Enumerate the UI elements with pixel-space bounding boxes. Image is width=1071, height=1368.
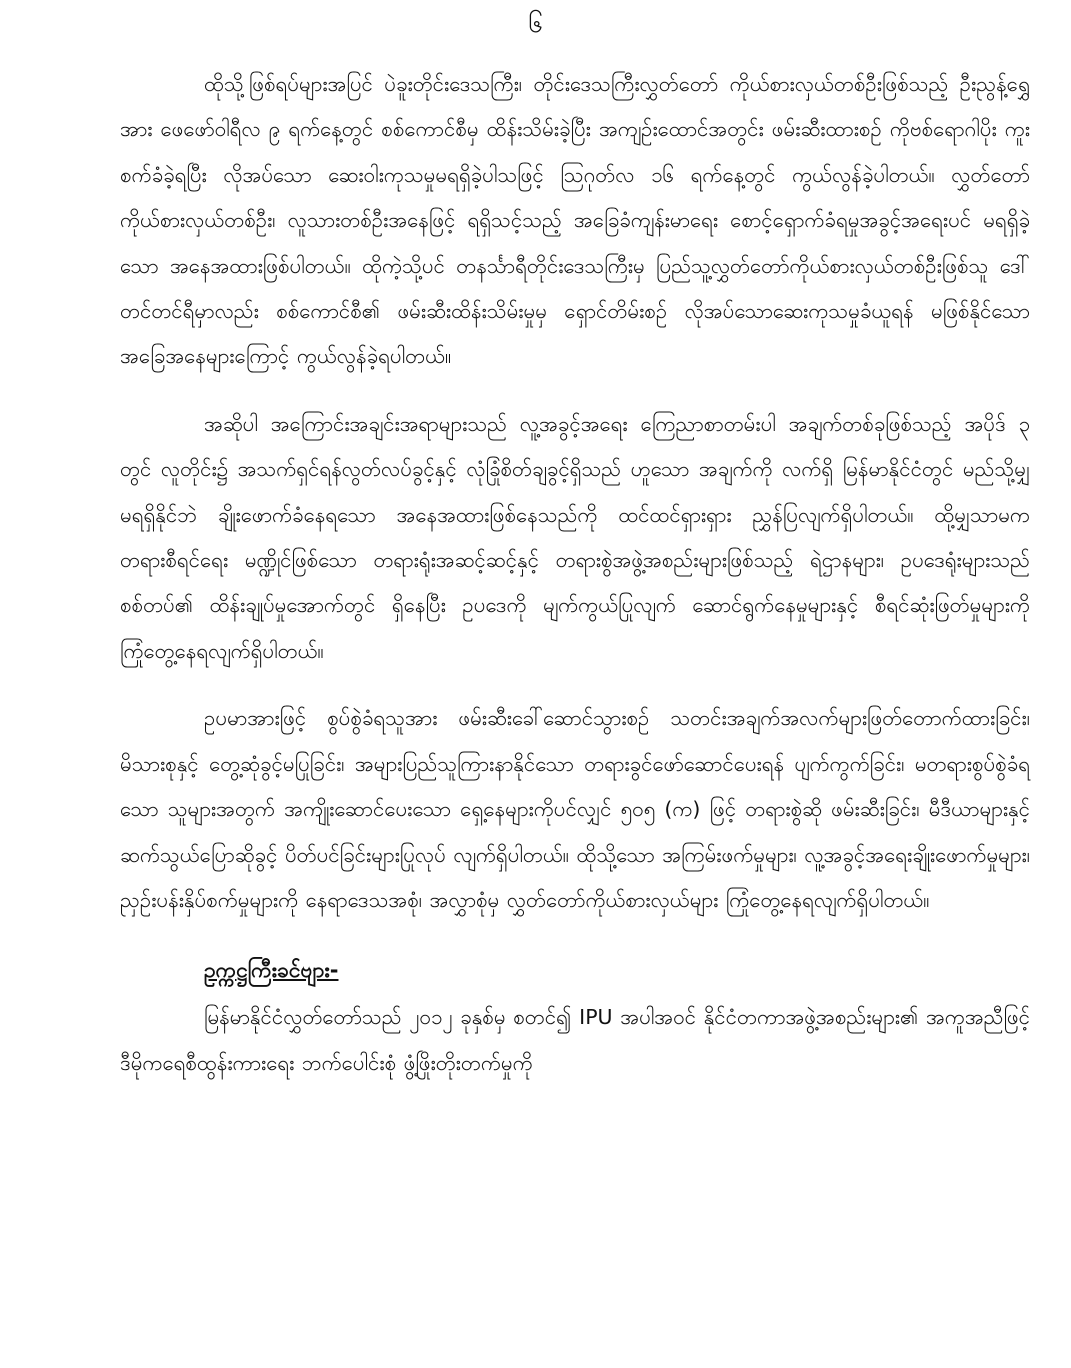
paragraph-spacer: [120, 674, 1030, 696]
paragraph-spacer: [120, 380, 1030, 402]
paragraph-spacer: [120, 923, 1030, 945]
paragraph-3: ဥပမာအားဖြင့် စွပ်စွဲခံရသူအား ဖမ်းဆီးခေါ်ဆောင်သွားစဉ် သတင်းအချက်အလက်များဖြတ်တောက်ထားခြင်း၊ မိသားစုနှင့် တွေ့ဆုံခွင့်မပြုခြင်း၊ အများပြည်သူကြားနာနိုင်သော တရားခွင်ဖော်ဆောင်ပေးရန် ပျက်ကွက်ခြင်း၊ မတရားစွပ်စွဲခံရသော သူများအတွက် အကျိုးဆောင်ပေးသော ရှေ့နေများကိုပင်လျှင် ၅၀၅ (က) ဖြင့် တရားစွဲဆို ဖမ်းဆီးခြင်း၊ မီဒီယာများနှင့် ဆက်သွယ်ပြောဆိုခွင့် ပိတ်ပင်ခြင်းများပြုလုပ် လျက်ရှိပါတယ်။ ထိုသို့သော အကြမ်းဖက်မှုများ၊ လူ့အခွင့်အရေးချိုးဖောက်မှုများ၊ ညှဉ်းပန်းနှိပ်စက်မှုများကို နေရာဒေသအစုံ၊ အလွှာစုံမှ လွှတ်တော်ကိုယ်စားလှယ်များ ကြုံတွေ့နေရလျက်ရှိပါတယ်။: [120, 706, 1030, 912]
paragraph-2: အဆိုပါ အကြောင်းအချင်းအရာများသည် လူ့အခွင့်အရေး ကြေညာစာတမ်းပါ အချက်တစ်ခုဖြစ်သည့် အပိုဒ် ၃ တွင် လူတိုင်း၌ အသက်ရှင်ရန်လွတ်လပ်ခွင့်နှင့် လုံခြုံစိတ်ချခွင့်ရှိသည် ဟူသော အချက်ကို လက်ရှိ မြန်မာနိုင်ငံတွင် မည်သို့မျှ မရရှိနိုင်ဘဲ ချိုးဖောက်ခံနေရသော အနေအထားဖြစ်နေသည်ကို ထင်ထင်ရှားရှား ညွှန်ပြလျက်ရှိပါတယ်။ ထို့မျှသာမက တရားစီရင်ရေး မဏ္ဍိုင်ဖြစ်သော တရားရုံးအဆင့်ဆင့်နှင့် တရားစွဲအဖွဲ့အစည်းများဖြစ်သည့် ရဲဌာနများ၊ ဥပဒေရုံးများသည် စစ်တပ်၏ ထိန်းချုပ်မှုအောက်တွင် ရှိနေပြီး ဥပဒေကို မျက်ကွယ်ပြုလျက် ဆောင်ရွက်နေမှုများနှင့် စီရင်ဆုံးဖြတ်မှုများကို ကြုံတွေ့နေရလျက်ရှိပါတယ်။: [120, 411, 1030, 663]
paragraph-4: မြန်မာနိုင်ငံလွှတ်တော်သည် ၂၀၁၂ ခုနှစ်မှ စတင်၍ IPU အပါအဝင် နိုင်ငံတကာအဖွဲ့အစည်းများ၏ အကူအညီဖြင့် ဒီမိုကရေစီထွန်းကားရေး ဘက်ပေါင်းစုံ ဖွံ့ဖြိုးတိုးတက်မှုကို: [120, 1005, 1030, 1075]
page-number: ၆: [528, 9, 543, 39]
paragraph-1: ထိုသို့ဖြစ်ရပ်များအပြင် ပဲခူးတိုင်းဒေသကြီး၊ တိုင်းဒေသကြီးလွှတ်တော် ကိုယ်စားလှယ်တစ်ဦးဖြစ်သည့် ဦးညွန့်ရွှေအား ဖေဖော်ဝါရီလ ၉ ရက်နေ့တွင် စစ်ကောင်စီမှ ထိန်းသိမ်းခဲ့ပြီး အကျဉ်းထောင်အတွင်း ဖမ်းဆီးထားစဉ် ကိုဗစ်ရောဂါပိုး ကူးစက်ခံခဲ့ရပြီး လိုအပ်သော ဆေးဝါးကုသမှုမရရှိခဲ့ပါသဖြင့် ဩဂုတ်လ ၁၆ ရက်နေ့တွင် ကွယ်လွန်ခဲ့ပါတယ်။ လွှတ်တော်ကိုယ်စားလှယ်တစ်ဦး၊ လူသားတစ်ဦးအနေဖြင့် ရရှိသင့်သည့် အခြေခံကျန်းမာရေး စောင့်ရှောက်ခံရမှုအခွင့်အရေးပင် မရရှိခဲ့သော အနေအထားဖြစ်ပါတယ်။ ထိုကဲ့သို့ပင် တနင်္သာရီတိုင်းဒေသကြီးမှ ပြည်သူ့လွှတ်တော်ကိုယ်စားလှယ်တစ်ဦးဖြစ်သူ ဒေါ်တင်တင်ရီမှာလည်း စစ်ကောင်စီ၏ ဖမ်းဆီးထိန်းသိမ်းမှုမှ ရှောင်တိမ်းစဉ် လိုအပ်သောဆေးကုသမှုခံယူရန် မဖြစ်နိုင်သော အခြေအနေများကြောင့် ကွယ်လွန်ခဲ့ရပါတယ်။: [120, 72, 1030, 369]
section-heading: ဥက္ကဋ္ဌကြီးခင်ဗျား-: [204, 958, 339, 983]
document-body: [120, 62, 1030, 1086]
